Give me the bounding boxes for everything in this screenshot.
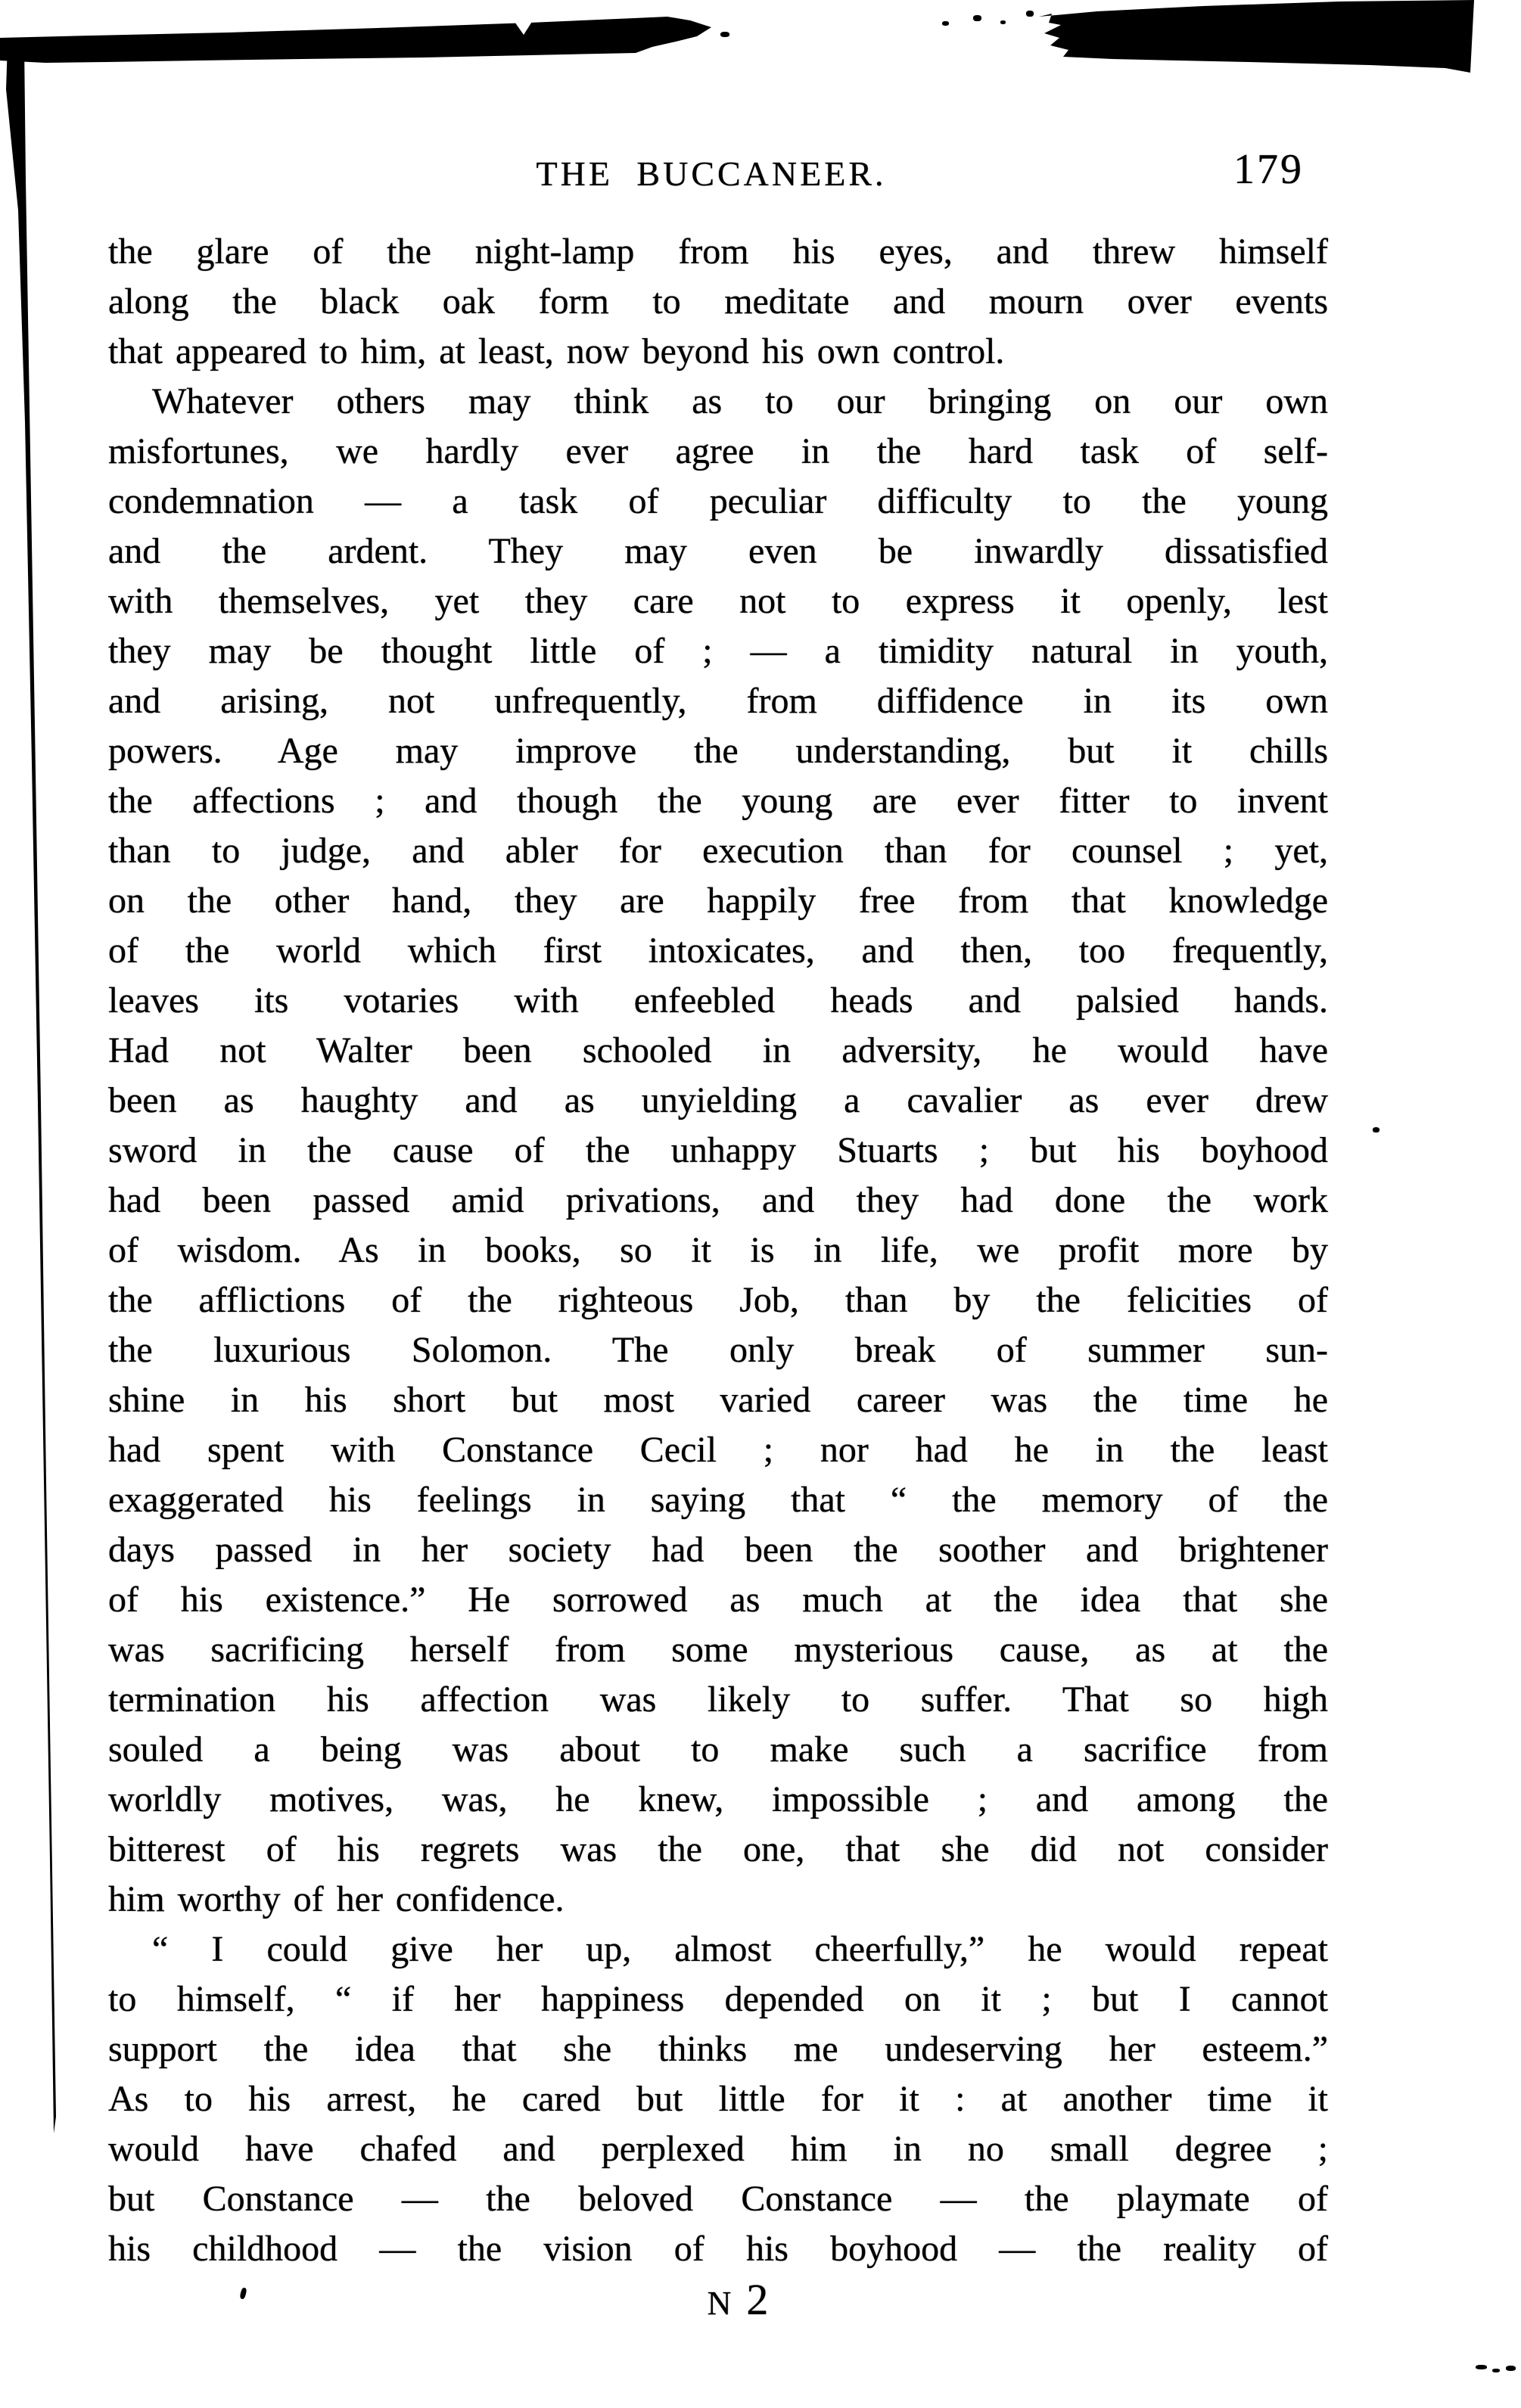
text-line: termination his affection was likely to suffer. That so high [108, 1679, 1328, 1720]
text-line: the luxurious Solomon. The only break of summer sun- [108, 1330, 1328, 1370]
scan-speck [942, 21, 949, 26]
scan-speck [720, 32, 729, 37]
text-line: had spent with Constance Cecil ; nor had he in the least [108, 1430, 1328, 1470]
scan-speck [1492, 2369, 1500, 2372]
text-line: and arising, not unfrequently, from diffidence in its own [108, 681, 1328, 721]
text-line: condemnation — a task of peculiar difficulty to the young [108, 481, 1328, 521]
text-line: misfortunes, we hardly ever agree in the hard task of self- [108, 431, 1328, 471]
text-line: bitterest of his regrets was the one, that she did not consider [108, 1829, 1328, 1869]
text-line: would have chafed and perplexed him in no small degree ; [108, 2129, 1328, 2169]
text-line: of wisdom. As in books, so it is in life, we profit more by [108, 1230, 1328, 1270]
text-line: on the other hand, they are happily free from that knowledge [108, 881, 1328, 921]
text-line: they may be thought little of ; — a timidity natural in youth, [108, 631, 1328, 671]
text-line: As to his arrest, he cared but little for it : at another time it [108, 2079, 1328, 2119]
text-line: powers. Age may improve the understanding, but it chills [108, 731, 1328, 771]
text-line: exaggerated his feelings in saying that “ the memory of the [108, 1480, 1328, 1520]
text-line: him worthy of her confidence. [108, 1879, 565, 1919]
scan-speck [1506, 2366, 1516, 2371]
scan-speck [1373, 1127, 1379, 1133]
text-line: had been passed amid privations, and they had done the work [108, 1180, 1328, 1220]
text-line: the glare of the night-lamp from his eyes, and threw himself [108, 231, 1328, 272]
scan-artifact-top-right-band [1022, 0, 1521, 91]
scan-speck [239, 2287, 247, 2299]
running-title: THE BUCCANEER. [536, 154, 887, 193]
text-line: Had not Walter been schooled in adversity, he would have [108, 1030, 1328, 1070]
text-line: Whatever others may think as to our bringing on our own [152, 381, 1328, 421]
scan-speck [1476, 2365, 1487, 2369]
text-line: along the black oak form to meditate and mourn over events [108, 281, 1328, 322]
text-line: of his existence.” He sorrowed as much at the idea that she [108, 1580, 1328, 1620]
text-line: support the idea that she thinks me undeserving her esteem.” [108, 2029, 1328, 2069]
text-line: “ I could give her up, almost cheerfully,” he would repeat [152, 1929, 1328, 1969]
text-line: of the world which first intoxicates, and then, too frequently, [108, 931, 1328, 971]
text-line: with themselves, yet they care not to express it openly, lest [108, 581, 1328, 621]
scan-speck [973, 15, 981, 21]
page-body [108, 227, 1328, 2274]
text-line: souled a being was about to make such a sacrifice from [108, 1729, 1328, 1769]
scan-speck [1026, 11, 1034, 17]
signature-letter: N [707, 2285, 732, 2322]
signature-number: 2 [746, 2275, 769, 2324]
scan-artifact-left-binding-wedge [0, 44, 68, 2162]
signature-mark [647, 2274, 829, 2325]
text-line: and the ardent. They may even be inwardly dissatisfied [108, 531, 1328, 571]
text-line: was sacrificing herself from some mysterious cause, as at the [108, 1630, 1328, 1670]
scan-speck [1000, 20, 1006, 24]
text-line: but Constance — the beloved Constance — the playmate of [108, 2179, 1328, 2219]
text-line: to himself, “ if her happiness depended on it ; but I cannot [108, 1979, 1328, 2019]
text-line: sword in the cause of the unhappy Stuarts ; but his boyhood [108, 1130, 1328, 1170]
text-line: days passed in her society had been the soother and brightener [108, 1530, 1328, 1570]
text-line: than to judge, and abler for execution than for counsel ; yet, [108, 831, 1328, 871]
text-line: the afflictions of the righteous Job, than by the felicities of [108, 1280, 1328, 1320]
text-line: worldly motives, was, he knew, impossible ; and among the [108, 1779, 1328, 1819]
scan-artifact-top-left-band [0, 0, 717, 76]
text-line: been as haughty and as unyielding a cavalier as ever drew [108, 1080, 1328, 1120]
text-line: his childhood — the vision of his boyhood — the reality of [108, 2229, 1328, 2269]
text-line: shine in his short but most varied career was the time he [108, 1380, 1328, 1420]
text-line: that appeared to him, at least, now beyond his own control. [108, 331, 1005, 371]
text-line: the affections ; and though the young are ever fitter to invent [108, 781, 1328, 821]
page-number: 179 [1233, 146, 1304, 193]
text-line: leaves its votaries with enfeebled heads and palsied hands. [108, 980, 1328, 1021]
